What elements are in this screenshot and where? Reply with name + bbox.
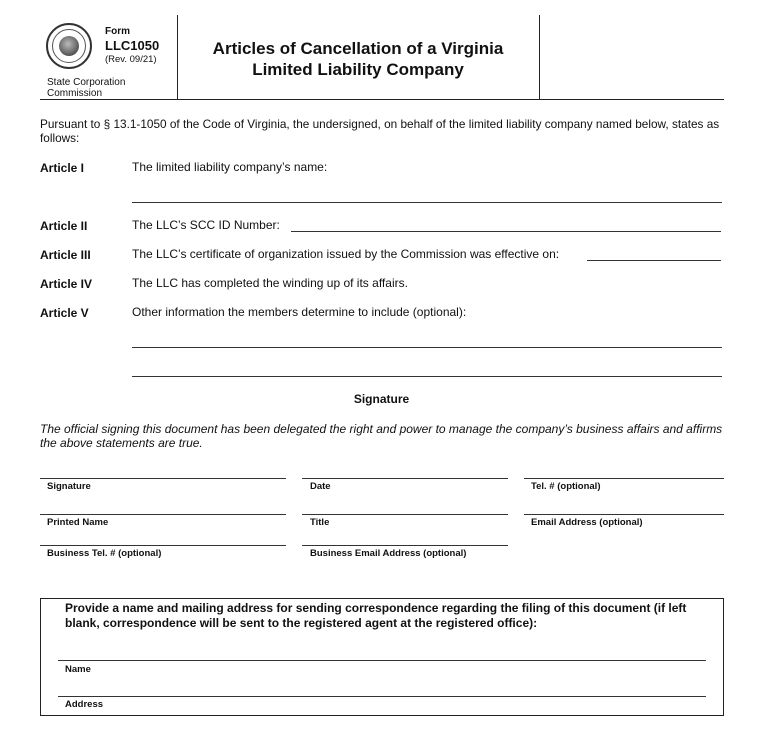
correspondence-instructions: Provide a name and mailing address for sending correspondence regarding the filing of this document (if left blank, correspondence will be sent to the registered agent at the registered office):	[65, 601, 687, 630]
email-field[interactable]	[524, 514, 724, 515]
tel-label: Tel. # (optional)	[531, 481, 601, 492]
effective-date-field[interactable]	[587, 260, 721, 261]
company-name-field[interactable]	[132, 202, 722, 203]
signature-heading: Signature	[353, 392, 410, 406]
signature-label: Signature	[47, 481, 91, 492]
form-title-line1: Articles of Cancellation of a Virginia	[212, 39, 504, 58]
scc-id-field[interactable]	[291, 231, 721, 232]
title-label: Title	[310, 517, 330, 528]
correspondence-address-field[interactable]	[58, 696, 706, 697]
printed-name-field[interactable]	[40, 514, 286, 515]
article-5-text: Other information the members determine to include (optional):	[132, 305, 467, 319]
form-number: LLC1050	[105, 38, 160, 53]
article-1-label: Article I	[40, 161, 85, 175]
header-divider	[177, 15, 178, 99]
form-title-line2: Limited Liability Company	[252, 60, 464, 79]
header-divider	[539, 15, 540, 99]
article-5-label: Article V	[40, 306, 89, 320]
article-4-label: Article IV	[40, 277, 93, 291]
email-label: Email Address (optional)	[531, 517, 643, 528]
virginia-seal-icon	[46, 23, 92, 69]
correspondence-address-label: Address	[65, 699, 104, 710]
article-1-text: The limited liability company’s name:	[132, 160, 328, 174]
business-email-field[interactable]	[302, 545, 508, 546]
title-field[interactable]	[302, 514, 508, 515]
intro-paragraph: Pursuant to § 13.1-1050 of the Code of Virginia, the undersigned, on behalf of the limited liability company named below, states as follows:	[40, 117, 720, 145]
business-email-label: Business Email Address (optional)	[310, 548, 467, 559]
form-revision: (Rev. 09/21)	[105, 54, 157, 65]
article-2-label: Article II	[40, 219, 88, 233]
other-info-field-line2[interactable]	[132, 376, 722, 377]
signature-statement: The official signing this document has been delegated the right and power to manage the company’s business affairs and affirms the above statements are true.	[40, 422, 723, 450]
article-3-label: Article III	[40, 248, 91, 262]
date-field[interactable]	[302, 478, 508, 479]
article-2-text: The LLC’s SCC ID Number:	[132, 218, 280, 232]
printed-name-label: Printed Name	[47, 517, 109, 528]
agency-name-line2: Commission	[47, 88, 103, 99]
date-label: Date	[310, 481, 331, 492]
other-info-field-line1[interactable]	[132, 347, 722, 348]
business-tel-label: Business Tel. # (optional)	[47, 548, 162, 559]
signature-field[interactable]	[40, 478, 286, 479]
article-4-text: The LLC has completed the winding up of its affairs.	[132, 276, 408, 290]
header-bottom-rule	[40, 99, 724, 100]
business-tel-field[interactable]	[40, 545, 286, 546]
agency-name-line1: State Corporation	[47, 77, 126, 88]
correspondence-name-label: Name	[65, 664, 91, 675]
article-3-text: The LLC’s certificate of organization issued by the Commission was effective on:	[132, 247, 560, 261]
correspondence-name-field[interactable]	[58, 660, 706, 661]
form-label: Form	[105, 26, 130, 37]
form-title	[180, 38, 536, 80]
tel-field[interactable]	[524, 478, 724, 479]
